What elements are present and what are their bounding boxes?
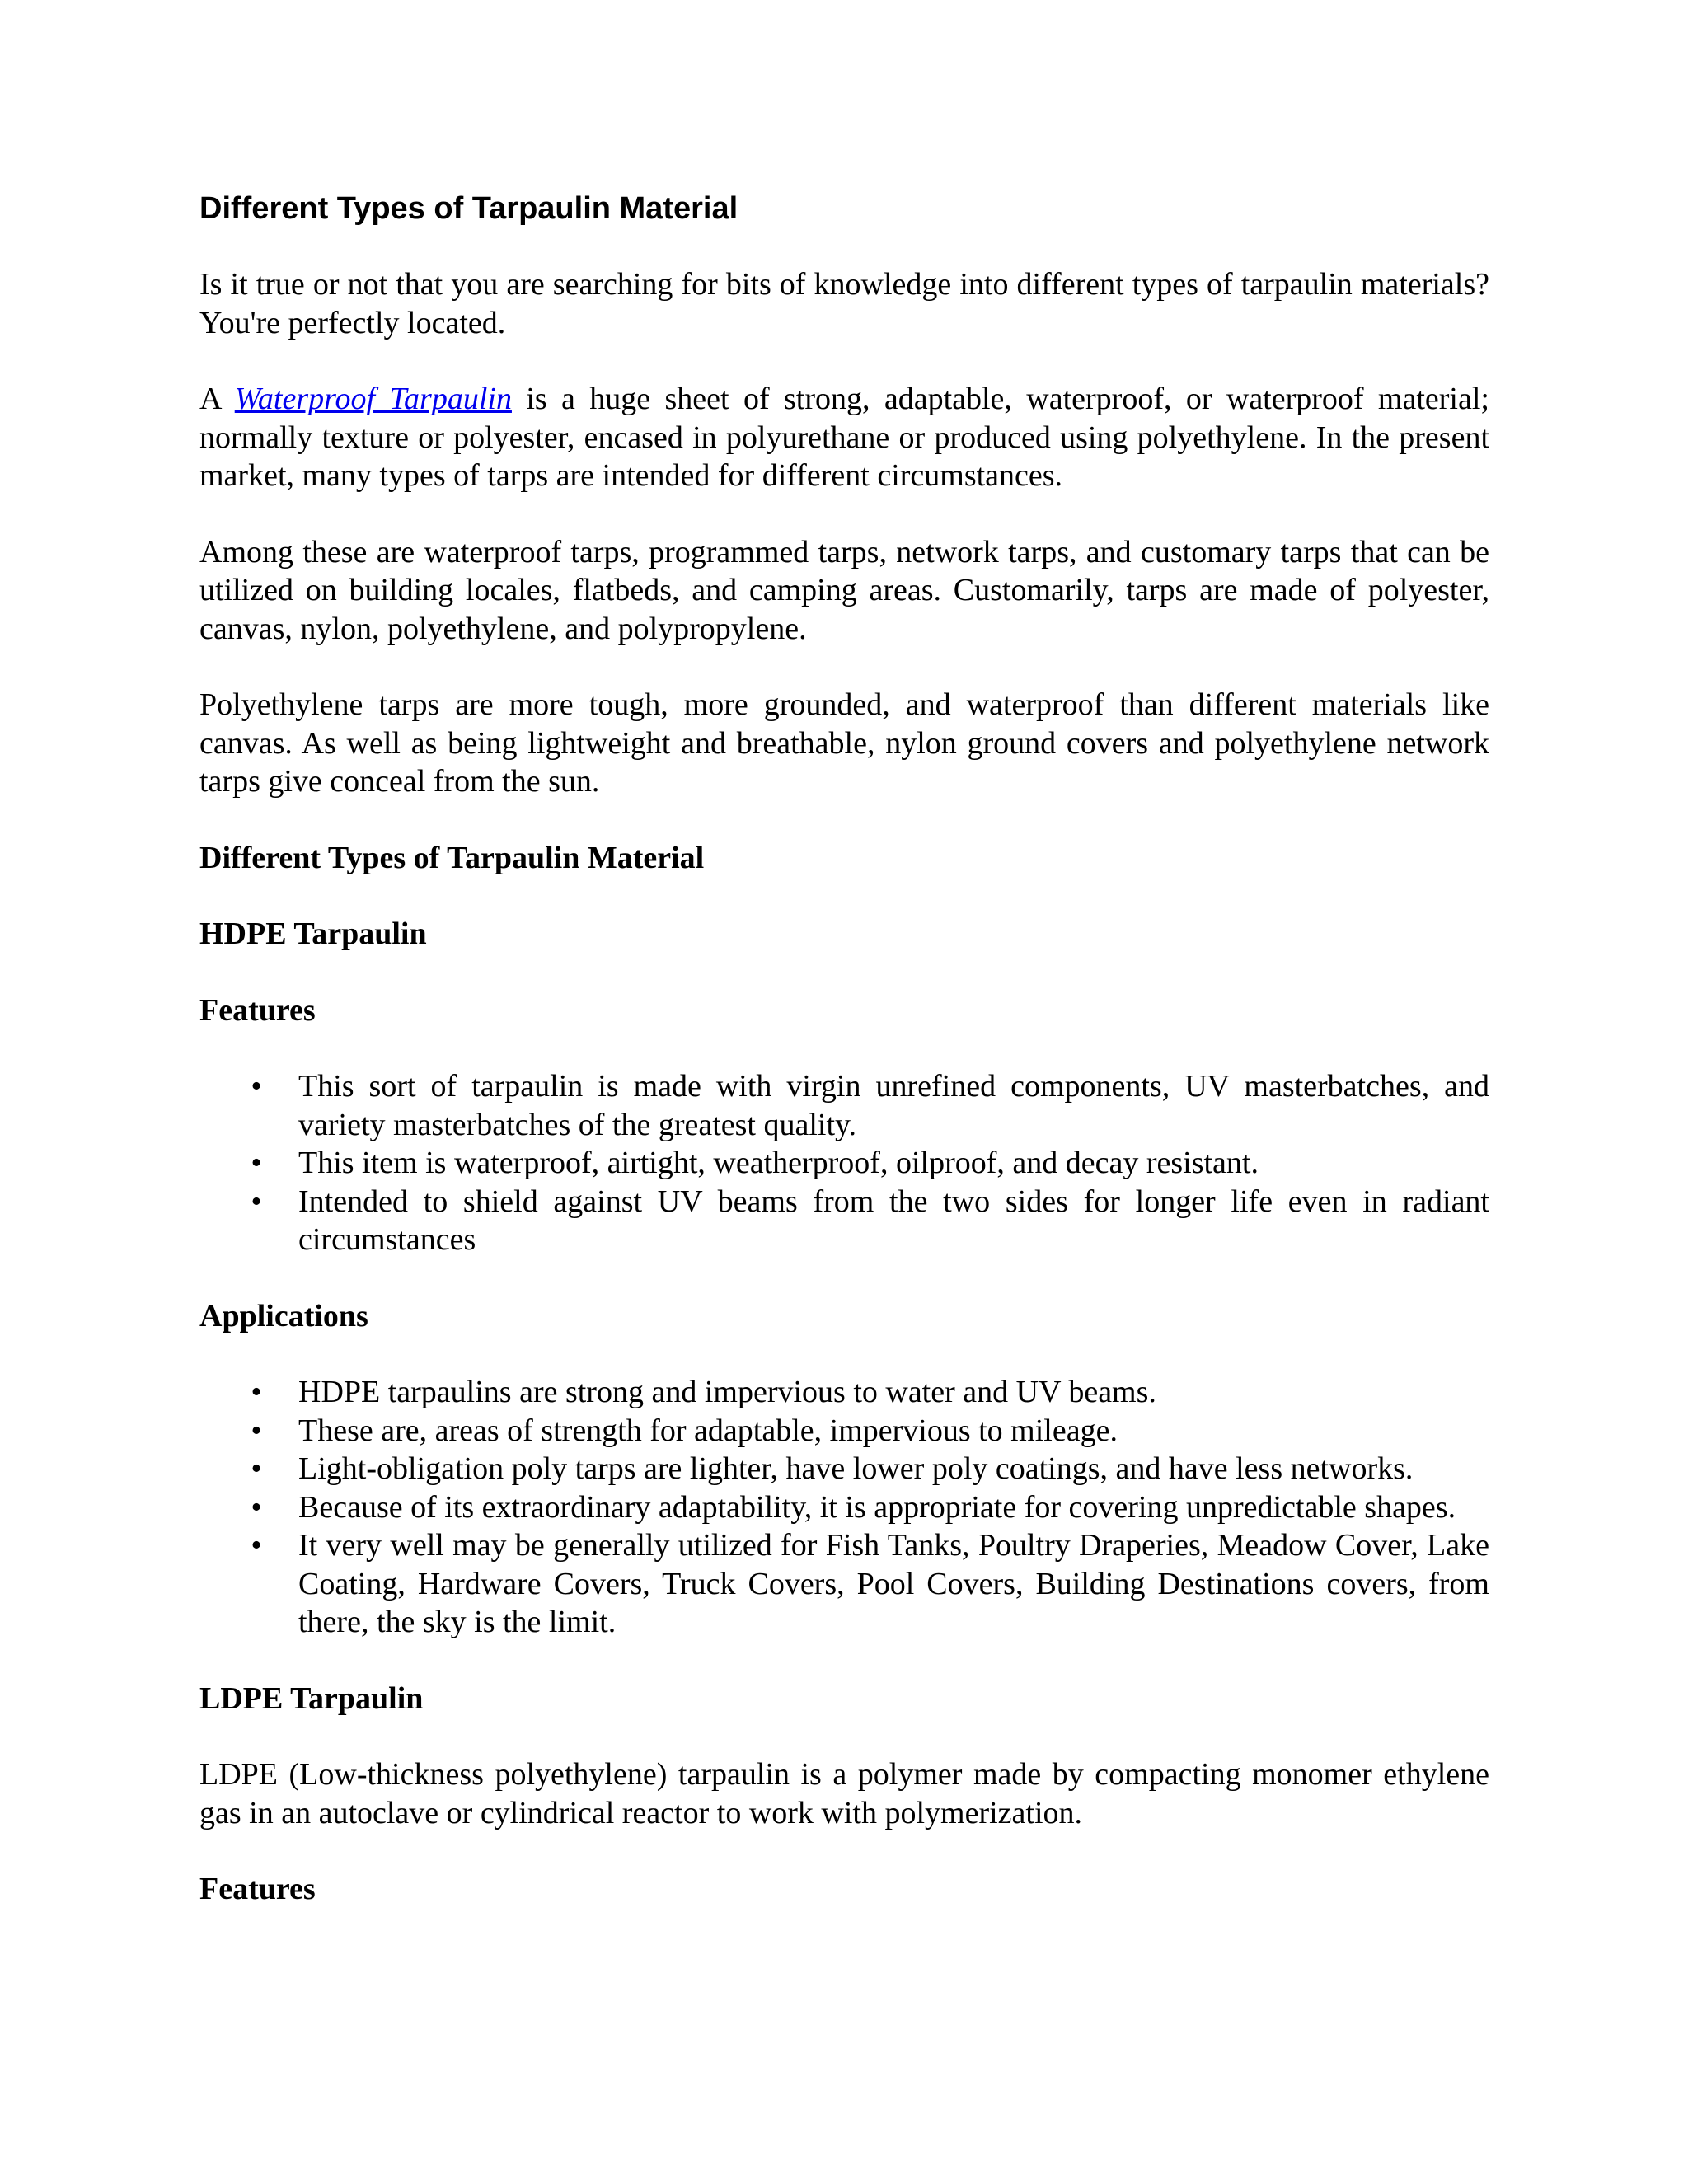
hdpe-applications-list	[199, 1373, 1489, 1642]
list-item	[199, 1412, 1489, 1451]
list-item-text: HDPE tarpaulins are strong and impervious to water and UV beams.	[298, 1375, 1156, 1409]
bullet-icon: •	[251, 1489, 262, 1525]
bullet-icon: •	[251, 1069, 262, 1104]
list-item-text: This sort of tarpaulin is made with virgin unrefined components, UV masterbatches, and variety masterbatches of the greatest quality.	[298, 1069, 1489, 1142]
list-item-text: This item is waterproof, airtight, weatherproof, oilproof, and decay resistant.	[298, 1146, 1259, 1180]
list-item	[199, 1488, 1489, 1527]
list-item-text: It very well may be generally utilized for Fish Tanks, Poultry Draperies, Meadow Cover, Lake Coating, Hardware Covers, Truck Covers, Pool Covers, Building Destinations covers, from there, the sky is the limit.	[298, 1528, 1489, 1639]
paragraph-text-before-link: A	[199, 382, 235, 416]
bullet-icon: •	[251, 1183, 262, 1219]
hdpe-heading: HDPE Tarpaulin	[199, 916, 427, 951]
polyethylene-paragraph: Polyethylene tarps are more tough, more grounded, and waterproof than different materials like canvas. As well as being lightweight and breathable, nylon ground covers and polyethylene network tarps give conceal from the sun.	[199, 687, 1489, 799]
intro-paragraph: Is it true or not that you are searching for bits of knowledge into different types of tarpaulin materials? You're perfectly located.	[199, 267, 1489, 340]
list-item	[199, 1373, 1489, 1412]
list-item	[199, 1450, 1489, 1488]
paragraph-text-after-link: is a huge sheet of strong, adaptable, waterproof, or waterproof material; normally texture or polyester, encased in polyurethane or produced using polyethylene. In the present market, many types of tarps are intended for different circumstances.	[199, 382, 1489, 493]
hdpe-features-list	[199, 1067, 1489, 1259]
list-item	[199, 1144, 1489, 1183]
list-item-text: Because of its extraordinary adaptability, it is appropriate for covering unpredictable shapes.	[298, 1489, 1456, 1525]
bullet-icon: •	[251, 1375, 262, 1409]
list-item	[199, 1526, 1489, 1642]
bullet-icon: •	[251, 1413, 262, 1448]
document-title: Different Types of Tarpaulin Material	[199, 191, 738, 226]
list-item	[199, 1067, 1489, 1144]
list-item-text: These are, areas of strength for adaptable, impervious to mileage.	[298, 1413, 1118, 1448]
hdpe-applications-heading: Applications	[199, 1298, 368, 1333]
list-item-text: Intended to shield against UV beams from the two sides for longer life even in radiant circumstances	[298, 1183, 1489, 1257]
document-body	[199, 190, 1489, 1947]
ldpe-features-heading: Features	[199, 1872, 316, 1906]
bullet-icon: •	[251, 1451, 262, 1486]
list-item	[199, 1183, 1489, 1259]
ldpe-heading: LDPE Tarpaulin	[199, 1680, 424, 1716]
waterproof-tarpaulin-link[interactable]: Waterproof Tarpaulin	[234, 382, 512, 416]
tarp-types-paragraph: Among these are waterproof tarps, programmed tarps, network tarps, and customary tarps that can be utilized on building locales, flatbeds, and camping areas. Customarily, tarps are made of polyester, canvas, nylon, polyethylene, and polypropylene.	[199, 534, 1489, 646]
waterproof-tarpaulin-paragraph	[199, 380, 1489, 495]
bullet-icon: •	[251, 1528, 262, 1563]
section-heading: Different Types of Tarpaulin Material	[199, 840, 705, 875]
bullet-icon: •	[251, 1146, 262, 1180]
list-item-text: Light-obligation poly tarps are lighter, have lower poly coatings, and have less networks.	[298, 1451, 1414, 1486]
ldpe-description: LDPE (Low-thickness polyethylene) tarpaulin is a polymer made by compacting monomer ethylene gas in an autoclave or cylindrical reactor to work with polymerization.	[199, 1757, 1489, 1830]
hdpe-features-heading: Features	[199, 992, 316, 1028]
